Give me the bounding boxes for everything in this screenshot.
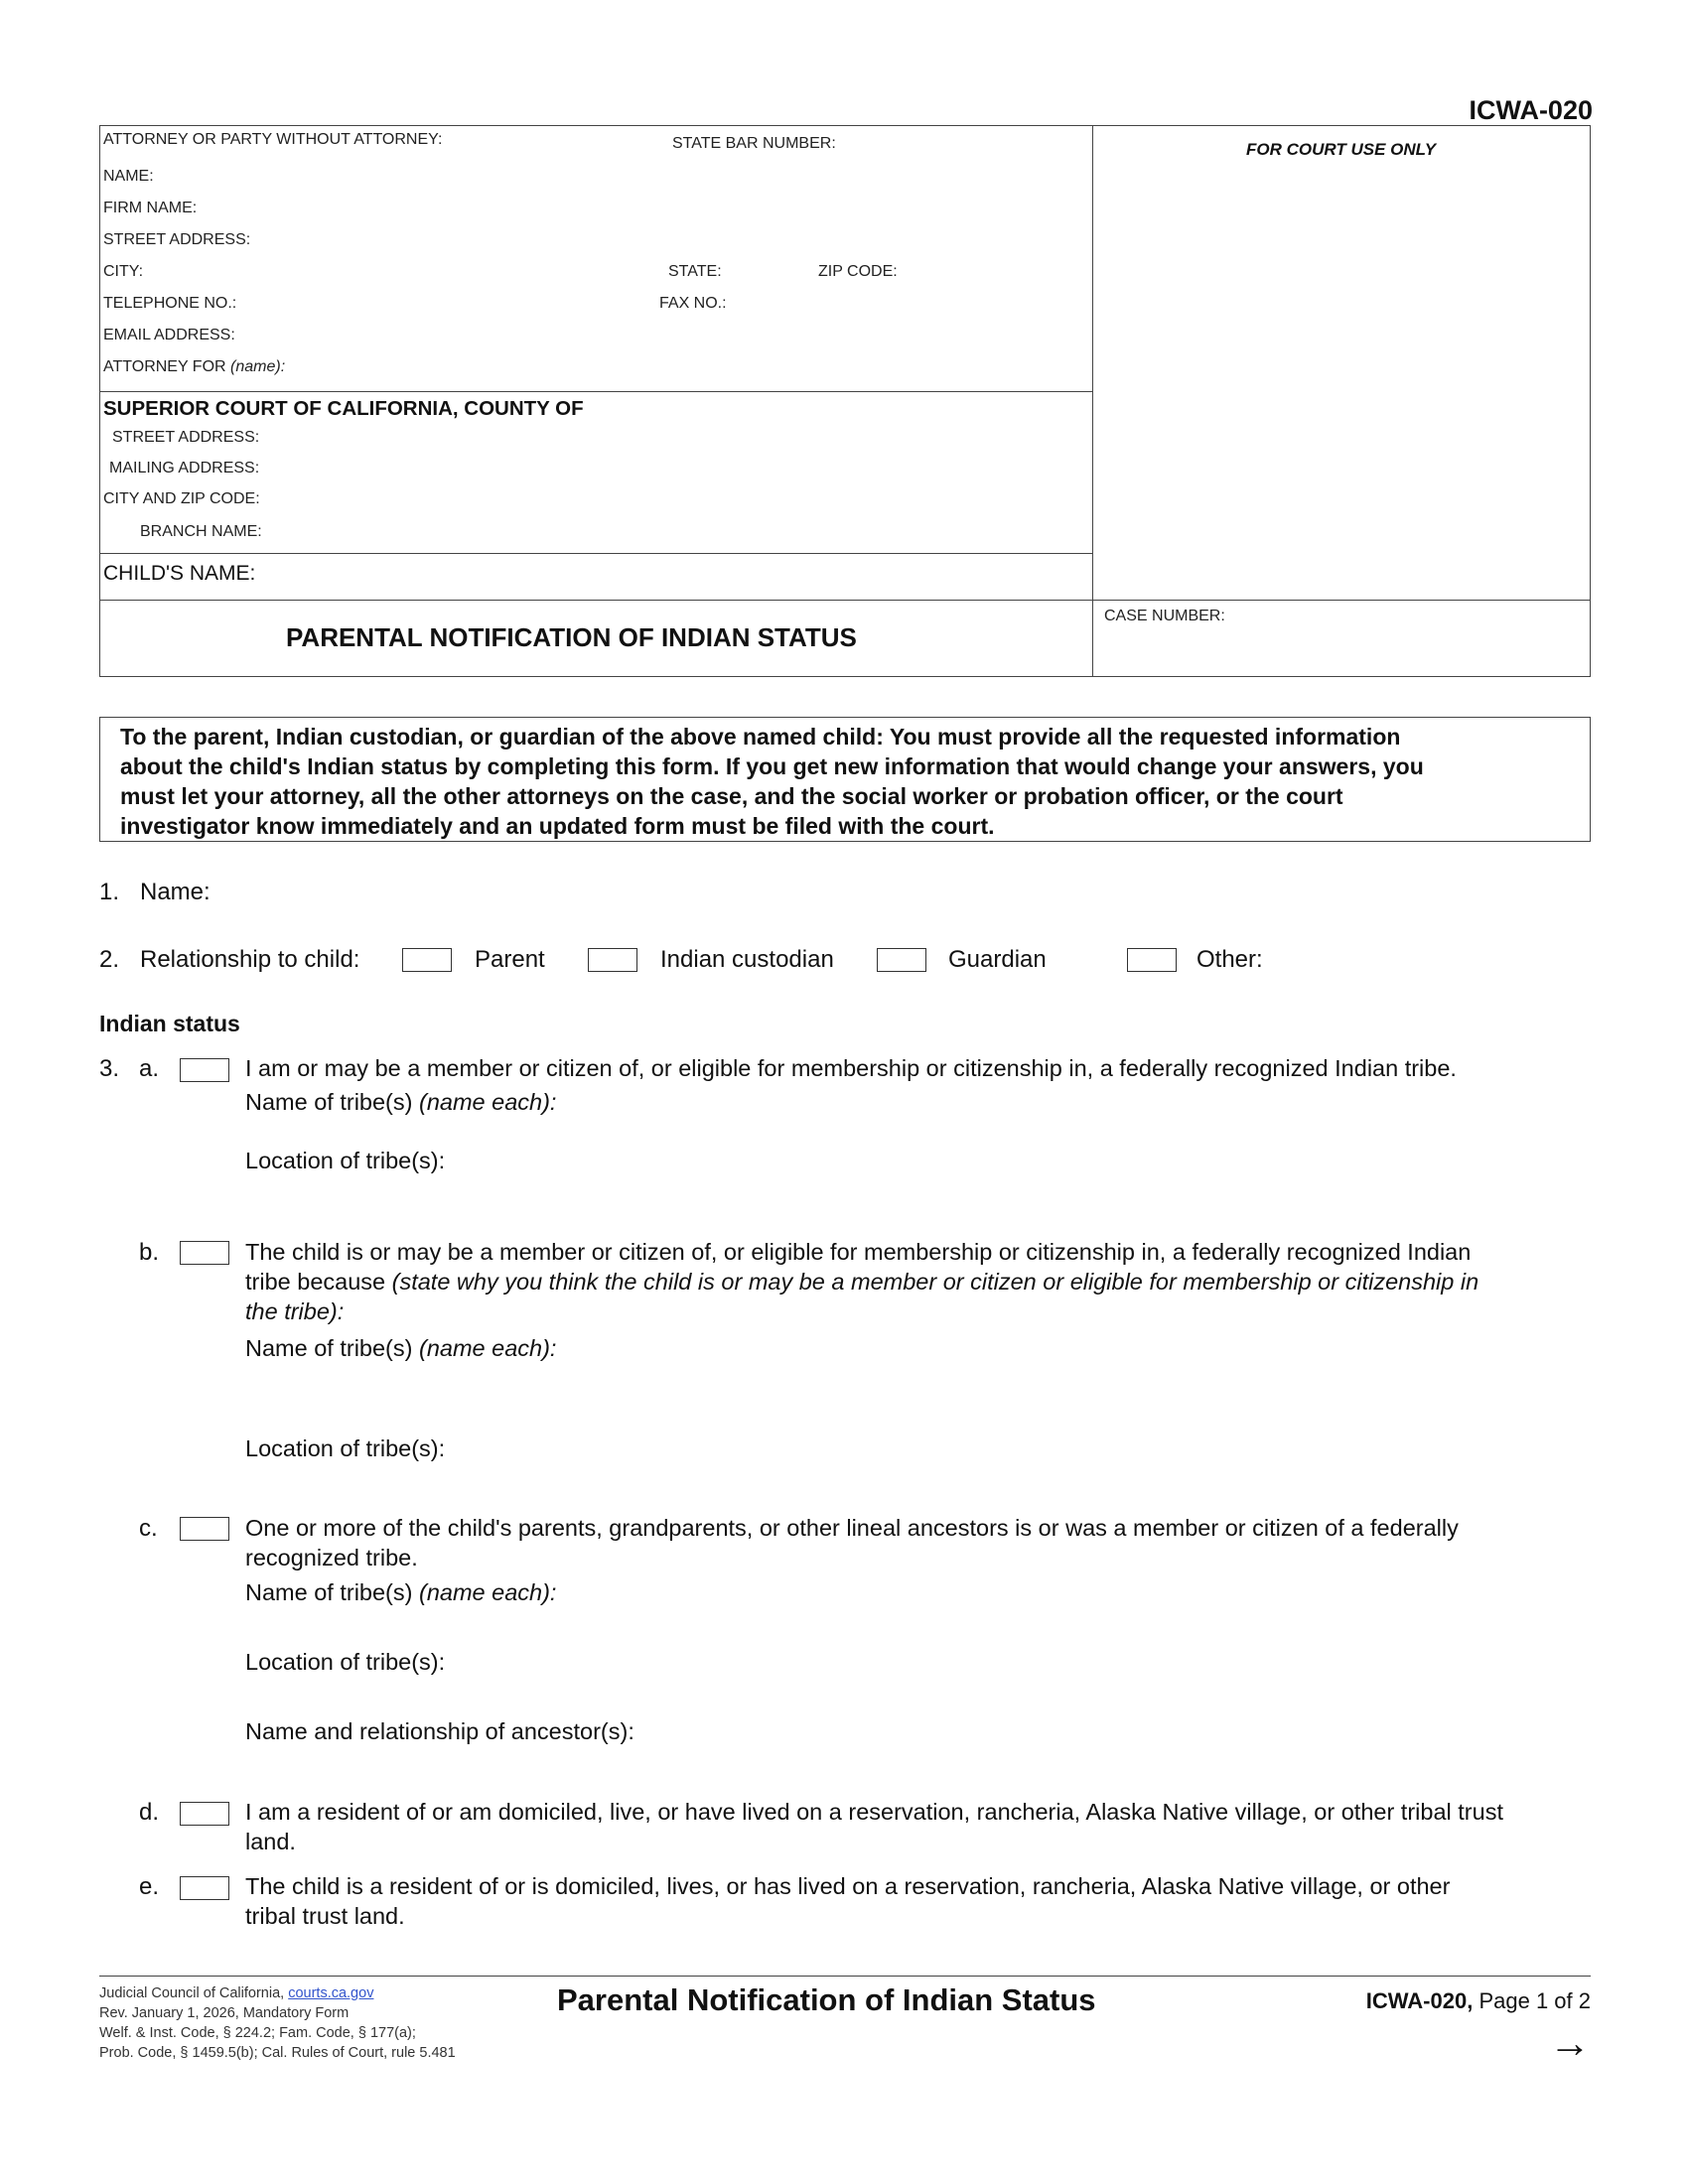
form-title: PARENTAL NOTIFICATION OF INDIAN STATUS	[286, 622, 857, 652]
court-branch-label: BRANCH NAME:	[140, 523, 262, 540]
item-3-number: 3.	[99, 1055, 120, 1082]
item-3c-line-2: recognized tribe.	[245, 1545, 418, 1570]
item-2-label: Relationship to child:	[140, 946, 360, 973]
footer-rule	[99, 1976, 1591, 1977]
item-3c-ancestor-label: Name and relationship of ancestor(s):	[245, 1718, 634, 1744]
item-3e-letter: e.	[139, 1873, 160, 1900]
footer-council-text: Judicial Council of California,	[99, 1985, 285, 2001]
item-3d-checkbox[interactable]	[180, 1802, 229, 1826]
next-page-arrow-icon[interactable]: →	[1549, 2019, 1591, 2066]
case-number-label: CASE NUMBER:	[1104, 608, 1225, 624]
attorney-for-label	[103, 358, 285, 376]
footer-code-2: Prob. Code, § 1459.5(b); Cal. Rules of Court, rule 5.481	[99, 2045, 456, 2061]
court-title: SUPERIOR COURT OF CALIFORNIA, COUNTY OF	[103, 397, 584, 420]
item-3b-line-3: the tribe):	[245, 1298, 345, 1324]
other-option-label: Other:	[1196, 946, 1263, 973]
item-3a-checkbox[interactable]	[180, 1058, 229, 1082]
item-3d-line-2: land.	[245, 1829, 296, 1854]
item-3c-checkbox[interactable]	[180, 1517, 229, 1541]
item-3a-text: I am or may be a member or citizen of, or eligible for membership or citizenship in, a federally recognized Indian tribe.	[245, 1055, 1457, 1081]
email-label: EMAIL ADDRESS:	[103, 327, 235, 343]
item-3e-line-1: The child is a resident of or is domiciled, lives, or has lived on a reservation, rancheria, Alaska Native village, or other	[245, 1873, 1451, 1899]
item-3c-location-label: Location of tribe(s):	[245, 1649, 446, 1675]
guardian-checkbox[interactable]	[877, 948, 926, 972]
parent-option-label: Parent	[475, 946, 545, 973]
item-3c-line-1: One or more of the child's parents, grandparents, or other lineal ancestors is or was a member or citizen of a federally	[245, 1515, 1459, 1541]
footer-revision: Rev. January 1, 2026, Mandatory Form	[99, 2005, 350, 2021]
item-1-label: Name:	[140, 879, 211, 905]
name-label: NAME:	[103, 168, 154, 185]
street-label: STREET ADDRESS:	[103, 231, 251, 248]
item-3a-tribe-name-label: Name of tribe(s)	[245, 1089, 413, 1115]
item-3a-tribe-name-hint: (name each):	[419, 1089, 557, 1115]
state-label: STATE:	[668, 263, 722, 280]
notice-line-4: investigator know immediately and an updated form must be filed with the court.	[120, 813, 995, 839]
item-3b-location-label: Location of tribe(s):	[245, 1435, 446, 1461]
footer-courts-link[interactable]: courts.ca.gov	[288, 1985, 374, 2001]
phone-label: TELEPHONE NO.:	[103, 295, 237, 312]
footer-form-id: ICWA-020,	[1365, 1988, 1474, 2013]
state-bar-label: STATE BAR NUMBER:	[672, 135, 836, 152]
attorney-label: ATTORNEY OR PARTY WITHOUT ATTORNEY:	[103, 131, 443, 148]
guardian-option-label: Guardian	[948, 946, 1047, 973]
item-3b-line-2-hint: (state why you think the child is or may be a member or citizen or eligible for membership or citizenship in	[391, 1269, 1479, 1295]
footer-council	[99, 1985, 373, 2001]
court-mailing-label: MAILING ADDRESS:	[109, 460, 260, 477]
indian-custodian-option-label: Indian custodian	[660, 946, 834, 973]
footer-code-1: Welf. & Inst. Code, § 224.2; Fam. Code, § 177(a);	[99, 2025, 416, 2041]
item-3c-tribe-name	[245, 1579, 556, 1606]
other-checkbox[interactable]	[1127, 948, 1177, 972]
item-3c-letter: c.	[139, 1515, 158, 1542]
form-id: ICWA-020	[1469, 95, 1593, 125]
item-3a-tribe-name	[245, 1089, 556, 1116]
item-1-number: 1.	[99, 879, 120, 905]
item-3b-line-2	[245, 1269, 1478, 1296]
item-3b-letter: b.	[139, 1239, 160, 1266]
attorney-for-text: ATTORNEY FOR	[103, 358, 226, 375]
notice-line-2: about the child's Indian status by completing this form. If you get new information that would change your answers, you	[120, 753, 1424, 779]
item-3b-line-1: The child is or may be a member or citizen of, or eligible for membership or citizenship in, a federally recognized Indian	[245, 1239, 1472, 1265]
item-3b-checkbox[interactable]	[180, 1241, 229, 1265]
item-3c-tribe-name-hint: (name each):	[419, 1579, 557, 1605]
item-3b-line-2-text: tribe because	[245, 1269, 386, 1295]
notice-line-1: To the parent, Indian custodian, or guardian of the above named child: You must provide all the requested information	[120, 724, 1401, 750]
firm-label: FIRM NAME:	[103, 200, 198, 216]
attorney-for-name-hint: (name):	[230, 358, 286, 375]
item-3b-tribe-name	[245, 1335, 556, 1362]
footer-page-info	[1366, 1988, 1591, 2014]
child-name-label: CHILD'S NAME:	[103, 562, 256, 585]
court-child-divider	[99, 553, 1092, 554]
court-cityzip-label: CITY AND ZIP CODE:	[103, 490, 260, 507]
attorney-court-divider	[99, 391, 1092, 392]
court-street-label: STREET ADDRESS:	[112, 429, 260, 446]
item-3a-location-label: Location of tribe(s):	[245, 1148, 446, 1173]
item-3e-line-2: tribal trust land.	[245, 1903, 405, 1929]
notice-box	[99, 717, 1591, 842]
item-3d-line-1: I am a resident of or am domiciled, live, or have lived on a reservation, rancheria, Alaska Native village, or other tribal trust	[245, 1799, 1503, 1825]
footer-page-number: Page 1 of 2	[1478, 1988, 1591, 2013]
item-3c-tribe-name-label: Name of tribe(s)	[245, 1579, 413, 1605]
court-use-label: FOR COURT USE ONLY	[1246, 140, 1437, 159]
fax-label: FAX NO.:	[659, 295, 727, 312]
item-3b-tribe-name-label: Name of tribe(s)	[245, 1335, 413, 1361]
item-3a-letter: a.	[139, 1055, 160, 1082]
indian-custodian-checkbox[interactable]	[588, 948, 637, 972]
zip-label: ZIP CODE:	[818, 263, 898, 280]
parent-checkbox[interactable]	[402, 948, 452, 972]
title-divider	[99, 600, 1591, 601]
item-3b-tribe-name-hint: (name each):	[419, 1335, 557, 1361]
item-3e-checkbox[interactable]	[180, 1876, 229, 1900]
footer-title: Parental Notification of Indian Status	[557, 1982, 1096, 2017]
notice-line-3: must let your attorney, all the other attorneys on the case, and the social worker or probation officer, or the court	[120, 783, 1343, 809]
indian-status-heading: Indian status	[99, 1011, 240, 1036]
item-3d-letter: d.	[139, 1799, 160, 1826]
caption-divider	[1092, 125, 1093, 677]
item-2-number: 2.	[99, 946, 120, 973]
city-label: CITY:	[103, 263, 144, 280]
